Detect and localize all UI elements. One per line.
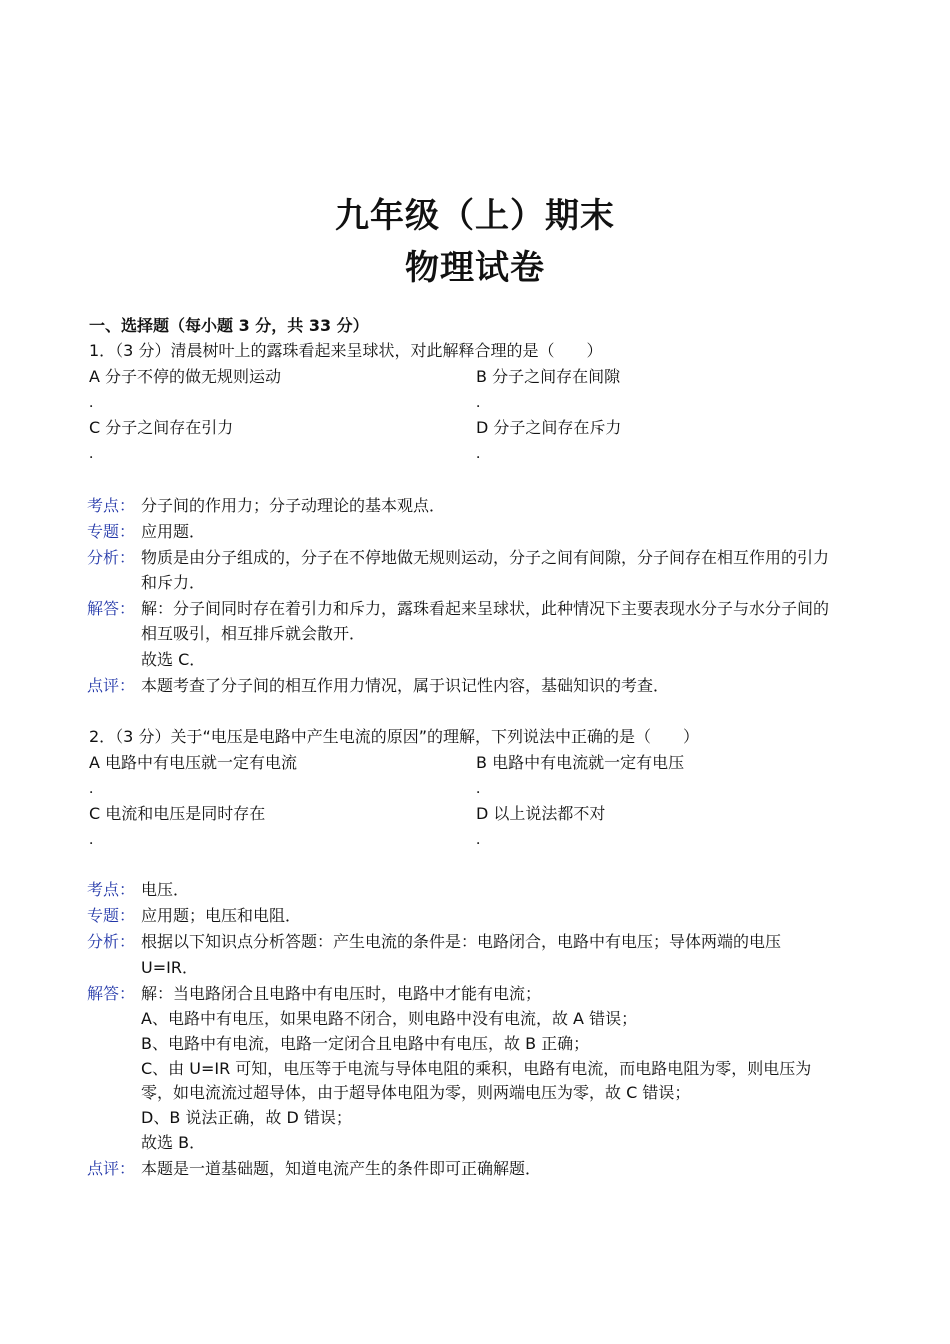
jieda-text-line: 解：当电路闭合且电路中有电压时，电路中才能有电流； — [141, 984, 542, 1003]
option-c: C 电流和电压是同时存在 — [89, 804, 266, 823]
kaodian-text: 电压． — [141, 880, 190, 899]
option-d: D 以上说法都不对 — [476, 804, 606, 823]
dianping-label: 点评： — [87, 676, 136, 695]
title-line-2: 物理试卷 — [405, 248, 545, 288]
option-dot: ． — [476, 395, 490, 411]
option-a: A 电路中有电压就一定有电流 — [89, 753, 298, 772]
jieda-text-line: C、由 U=IR 可知，电压等于电流与导体电阻的乘积，电路有电流，而电路电阻为零，则电压为 — [141, 1059, 812, 1078]
dianping-text: 本题是一道基础题，知道电流产生的条件即可正确解题． — [141, 1159, 542, 1178]
kaodian-text: 分子间的作用力；分子动理论的基本观点． — [141, 496, 446, 515]
jieda-text-line: 相互吸引，相互排斥就会散开． — [141, 624, 366, 643]
section-heading: 一、选择题（每小题 3 分，共 33 分） — [89, 316, 369, 335]
fenxi-text-line: 物质是由分子组成的，分子在不停地做无规则运动，分子之间有间隙，分子间存在相互作用的引力 — [141, 548, 830, 567]
option-dot: ． — [476, 832, 490, 848]
zhuanti-label: 专题： — [87, 522, 136, 541]
jieda-text-line: 零，如电流流过超导体，由于超导体电阻为零，则两端电压为零，故 C 错误； — [141, 1083, 691, 1102]
jieda-text-line: A、电路中有电压，如果电路不闭合，则电路中没有电流，故 A 错误； — [141, 1009, 638, 1028]
zhuanti-text: 应用题． — [141, 522, 206, 541]
fenxi-text-line: 和斥力． — [141, 573, 206, 592]
option-dot: ． — [476, 446, 490, 462]
kaodian-label: 考点： — [87, 496, 136, 515]
option-c: C 分子之间存在引力 — [89, 418, 234, 437]
dianping-label: 点评： — [87, 1159, 136, 1178]
jieda-text-line: D、B 说法正确，故 D 错误； — [141, 1108, 352, 1127]
fenxi-text-line: U=IR． — [141, 958, 198, 977]
question-stem: 2．（3 分）关于“电压是电路中产生电流的原因”的理解，下列说法中正确的是（ ） — [89, 727, 700, 746]
jieda-text-line: 故选 C． — [141, 650, 206, 669]
zhuanti-label: 专题： — [87, 906, 136, 925]
jieda-text-line: 故选 B． — [141, 1133, 206, 1152]
fenxi-label: 分析： — [87, 932, 136, 951]
fenxi-label: 分析： — [87, 548, 136, 567]
option-b: B 分子之间存在间隙 — [476, 367, 621, 386]
option-dot: ． — [89, 446, 103, 462]
kaodian-label: 考点： — [87, 880, 136, 899]
zhuanti-text: 应用题；电压和电阻． — [141, 906, 302, 925]
option-dot: ． — [89, 781, 103, 797]
jieda-label: 解答： — [87, 984, 136, 1003]
title-line-1: 九年级（上）期末 — [335, 196, 615, 236]
option-dot: ． — [89, 832, 103, 848]
question-stem: 1．（3 分）清晨树叶上的露珠看起来呈球状，对此解释合理的是（ ） — [89, 341, 603, 360]
option-b: B 电路中有电流就一定有电压 — [476, 753, 685, 772]
option-dot: ． — [476, 781, 490, 797]
jieda-text-line: B、电路中有电流，电路一定闭合且电路中有电压，故 B 正确； — [141, 1034, 590, 1053]
option-d: D 分子之间存在斥力 — [476, 418, 622, 437]
option-a: A 分子不停的做无规则运动 — [89, 367, 282, 386]
jieda-text-line: 解：分子间同时存在着引力和斥力，露珠看起来呈球状，此种情况下主要表现水分子与水分子间的 — [141, 599, 830, 618]
option-dot: ． — [89, 395, 103, 411]
dianping-text: 本题考查了分子间的相互作用力情况，属于识记性内容，基础知识的考查． — [141, 676, 670, 695]
jieda-label: 解答： — [87, 599, 136, 618]
fenxi-text-line: 根据以下知识点分析答题：产生电流的条件是：电路闭合，电路中有电压；导体两端的电压 — [141, 932, 782, 951]
